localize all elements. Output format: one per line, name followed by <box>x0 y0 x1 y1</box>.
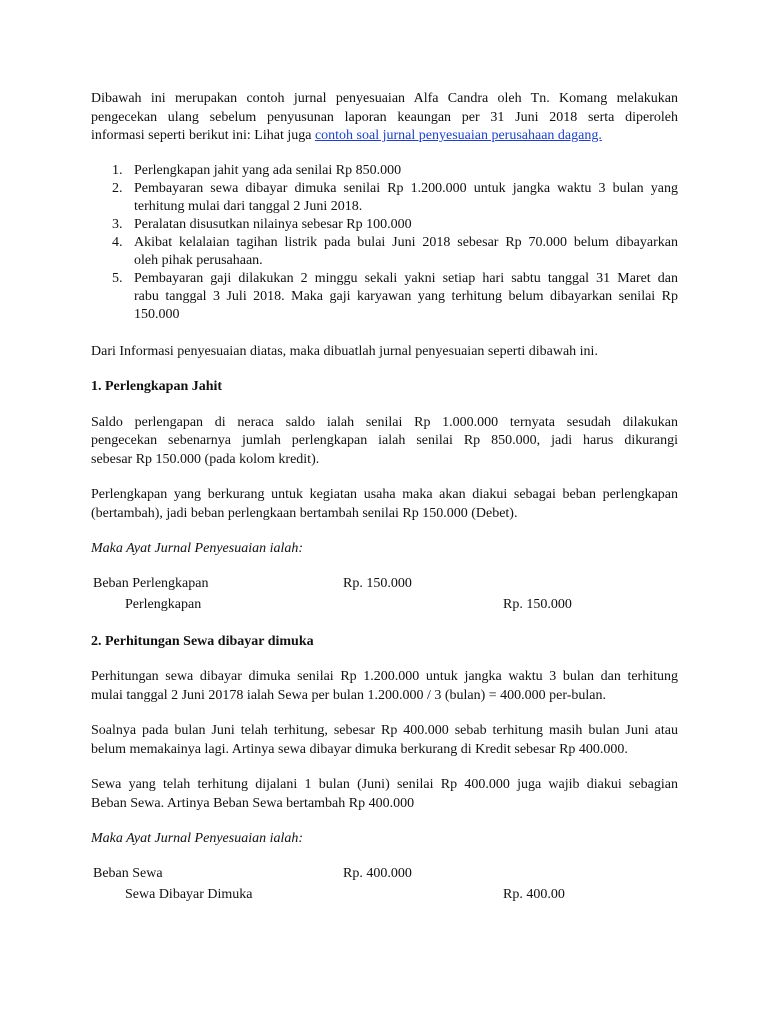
paragraph-line: Perlengkapan yang berkurang untuk kegiatan usaha maka akan diakui sebagai beban perlengkapan <box>91 487 678 502</box>
list-item-line: 150.000 <box>134 306 180 322</box>
section-heading: 2. Perhitungan Sewa dibayar dimuka <box>91 633 314 649</box>
list-item <box>91 234 678 270</box>
list-item <box>91 162 678 180</box>
credit-account: Sewa Dibayar Dimuka <box>125 886 253 902</box>
intro-paragraph <box>91 90 678 146</box>
journal-entry <box>91 573 678 615</box>
intro-line: pengecekan ulang sebelum penyusunan laporan keaungan per 31 Juni 2018 serta diperoleh <box>91 109 678 125</box>
related-example-link[interactable]: contoh soal jurnal penyesuaian perusahaan dagang. <box>314 128 602 143</box>
intro-line: Dibawah ini merupakan contoh jurnal penyesuaian Alfa Candra oleh Tn. Komang melakukan <box>91 91 678 106</box>
list-item <box>91 270 678 324</box>
paragraph-line: Soalnya pada bulan Juni telah terhitung, sebesar Rp 400.000 sebab terhitung masih bulan Juni atau <box>91 723 678 738</box>
list-item-line: Pembayaran sewa dibayar dimuka senilai Rp 1.200.000 untuk jangka waktu 3 bulan yang <box>134 180 678 196</box>
document-page <box>91 90 678 905</box>
list-item-line: Akibat kelalaian tagihan listrik pada bulai Juni 2018 sebesar Rp 70.000 belum dibayarkan <box>134 234 678 250</box>
debit-account: Beban Sewa <box>93 865 163 881</box>
credit-amount: Rp. 400.00 <box>503 886 565 902</box>
paragraph-line: (bertambah), jadi beban perlengkaan bertambah senilai Rp 150.000 (Debet). <box>91 505 518 521</box>
list-item-line: Peralatan disusutkan nilainya sebesar Rp 100.000 <box>134 216 412 232</box>
credit-amount: Rp. 150.000 <box>503 596 572 612</box>
section2-paragraph-1 <box>91 668 678 705</box>
paragraph-line: sebesar Rp 150.000 (pada kolom kredit). <box>91 451 320 467</box>
journal-credit-row <box>91 594 678 615</box>
debit-amount: Rp. 150.000 <box>343 575 412 591</box>
list-item-line: oleh pihak perusahaan. <box>134 252 263 268</box>
paragraph-line: mulai tanggal 2 Juni 20178 ialah Sewa per bulan 1.200.000 / 3 (bulan) = 400.000 per-bulan. <box>91 687 607 703</box>
list-item-number: 5. <box>112 270 123 286</box>
paragraph-line: Sewa yang telah terhitung dijalani 1 bulan (Juni) senilai Rp 400.000 juga wajib diakui sebagian <box>91 777 678 792</box>
section-heading: 1. Perlengkapan Jahit <box>91 379 223 394</box>
debit-amount: Rp. 400.000 <box>343 865 412 881</box>
intro-line-prefix: informasi seperti berikut ini: Lihat juga <box>91 128 315 143</box>
paragraph-line: belum memakainya lagi. Artinya sewa dibayar dimuka berkurang di Kredit sebesar Rp 400.000. <box>91 741 628 757</box>
intro-line <box>91 127 678 146</box>
list-item-number: 1. <box>112 162 123 178</box>
list-item-number: 2. <box>112 180 123 196</box>
list-item-line: Pembayaran gaji dilakukan 2 minggu sekali yakni setiap hari sabtu tanggal 31 Maret dan <box>134 270 678 286</box>
list-item <box>91 180 678 216</box>
info-list <box>91 162 678 324</box>
paragraph-line: Perhitungan sewa dibayar dimuka senilai Rp 1.200.000 untuk jangka waktu 3 bulan dan terhitung <box>91 669 678 684</box>
journal-credit-row <box>91 884 678 905</box>
paragraph-line: pengecekan sebenarnya jumlah perlengkapan ialah senilai Rp 850.000, jadi harus dikurangi <box>91 433 678 448</box>
journal-title: Maka Ayat Jurnal Penyesuaian ialah: <box>91 541 304 556</box>
summary-text: Dari Informasi penyesuaian diatas, maka dibuatlah jurnal penyesuaian seperti dibawah ini. <box>91 343 598 359</box>
list-item-line: Perlengkapan jahit yang ada senilai Rp 850.000 <box>134 162 402 178</box>
journal-entry <box>91 863 678 905</box>
journal-debit-row <box>91 573 678 594</box>
section1-paragraph-2 <box>91 486 678 523</box>
list-item <box>91 216 678 234</box>
paragraph-line: Beban Sewa. Artinya Beban Sewa bertambah Rp 400.000 <box>91 795 415 811</box>
paragraph-line: Saldo perlengapan di neraca saldo ialah senilai Rp 1.000.000 ternyata sesudah dilakukan <box>91 414 678 430</box>
list-item-line: rabu tanggal 3 Juli 2018. Maka gaji karyawan yang terhitung belum dibayarkan senilai Rp <box>134 288 678 304</box>
list-item-line: terhitung mulai dari tanggal 2 Juni 2018. <box>134 198 363 214</box>
debit-account: Beban Perlengkapan <box>93 575 209 591</box>
section1-paragraph-1 <box>91 414 678 470</box>
list-item-number: 3. <box>112 216 123 232</box>
credit-account: Perlengkapan <box>125 596 202 612</box>
journal-title: Maka Ayat Jurnal Penyesuaian ialah: <box>91 831 304 846</box>
section2-paragraph-3 <box>91 776 678 813</box>
journal-debit-row <box>91 863 678 884</box>
list-item-number: 4. <box>112 234 123 250</box>
section2-paragraph-2 <box>91 722 678 759</box>
